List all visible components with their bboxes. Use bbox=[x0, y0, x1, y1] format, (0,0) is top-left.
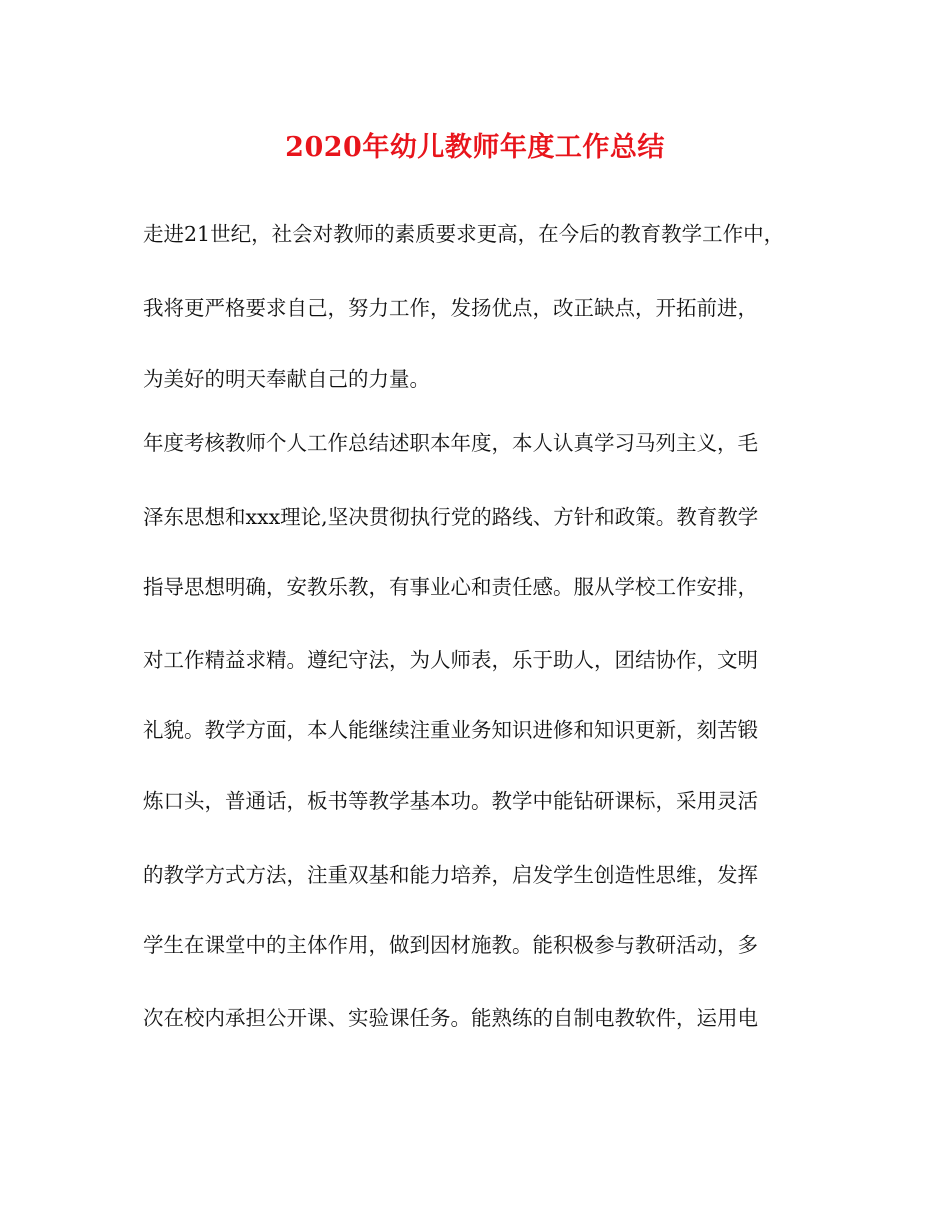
body-line-2: 我将更严格要求自己，努力工作，发扬优点，改正缺点，开拓前进， bbox=[143, 296, 758, 320]
body-line-9: 炼口头，普通话，板书等教学基本功。教学中能钻研课标，采用灵活 bbox=[143, 789, 758, 813]
document-title: 2020年幼儿教师年度工作总结 bbox=[285, 132, 665, 163]
body-line-8: 礼貌。教学方面，本人能继续注重业务知识进修和知识更新，刻苦锻 bbox=[143, 718, 758, 742]
body-line-11: 学生在课堂中的主体作用，做到因材施教。能积极参与教研活动，多 bbox=[143, 933, 758, 957]
body-line-1: 走进21世纪，社会对教师的素质要求更高，在今后的教育教学工作中， bbox=[143, 222, 785, 246]
body-line-3: 为美好的明天奉献自己的力量。 bbox=[143, 367, 430, 391]
body-line-4: 年度考核教师个人工作总结述职本年度，本人认真学习马列主义，毛 bbox=[143, 431, 758, 455]
body-line-12: 次在校内承担公开课、实验课任务。能熟练的自制电教软件，运用电 bbox=[143, 1006, 758, 1030]
body-line-5: 泽东思想和xxx理论,坚决贯彻执行党的路线、方针和政策。教育教学 bbox=[143, 505, 759, 529]
body-line-10: 的教学方式方法，注重双基和能力培养，启发学生创造性思维，发挥 bbox=[143, 863, 758, 887]
body-line-7: 对工作精益求精。遵纪守法，为人师表，乐于助人，团结协作，文明 bbox=[143, 648, 758, 672]
body-line-6: 指导思想明确，安教乐教，有事业心和责任感。服从学校工作安排， bbox=[143, 575, 758, 599]
